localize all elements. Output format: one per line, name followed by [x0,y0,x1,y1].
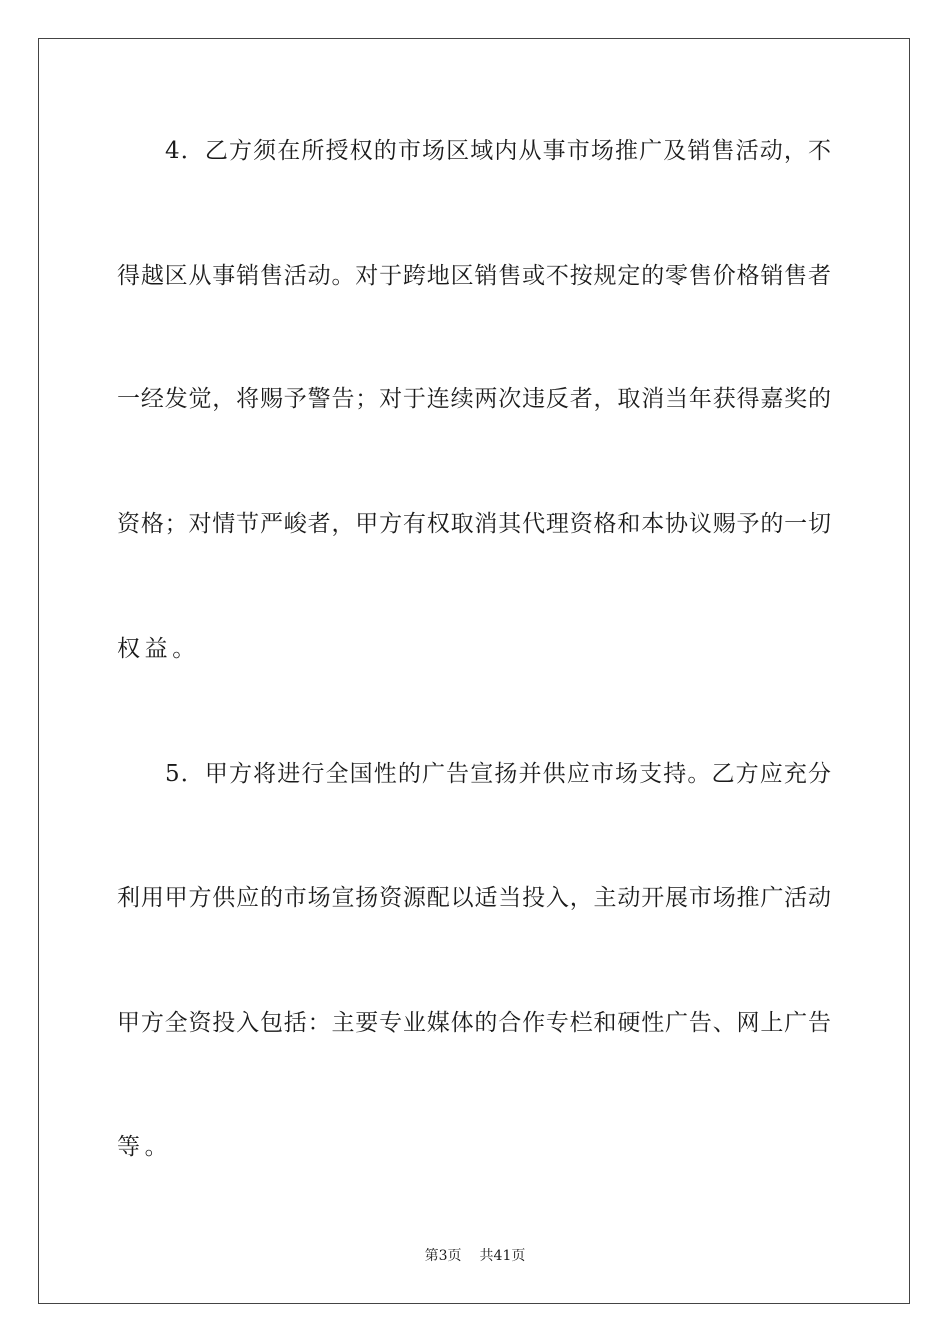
page-number: 第3页 [424,1248,462,1264]
paragraph-5-line-2: 利用甲方供应的市场宣扬资源配以适当投入，主动开展市场推广活动 [117,885,831,911]
paragraph-4-line-3: 一经发觉，将赐予警告；对于连续两次违反者，取消当年获得嘉奖的 [117,386,831,412]
paragraph-5-line-3: 甲方全资投入包括：主要专业媒体的合作专栏和硬性广告、网上广告 [117,1010,831,1036]
paragraph-5-line-1: 5．甲方将进行全国性的广告宣扬并供应市场支持。乙方应充分 [165,761,831,787]
paragraph-4-line-2: 得越区从事销售活动。对于跨地区销售或不按规定的零售价格销售者 [117,263,831,289]
page-footer [0,1247,950,1265]
page-total: 共41页 [479,1248,526,1264]
paragraph-4-line-5: 权益。 [117,636,200,662]
paragraph-4-line-1: 4．乙方须在所授权的市场区域内从事市场推广及销售活动，不 [165,138,831,164]
paragraph-4-line-4: 资格；对情节严峻者，甲方有权取消其代理资格和本协议赐予的一切 [117,511,831,537]
page-border [38,38,910,1304]
paragraph-5-line-4: 等。 [117,1134,173,1160]
